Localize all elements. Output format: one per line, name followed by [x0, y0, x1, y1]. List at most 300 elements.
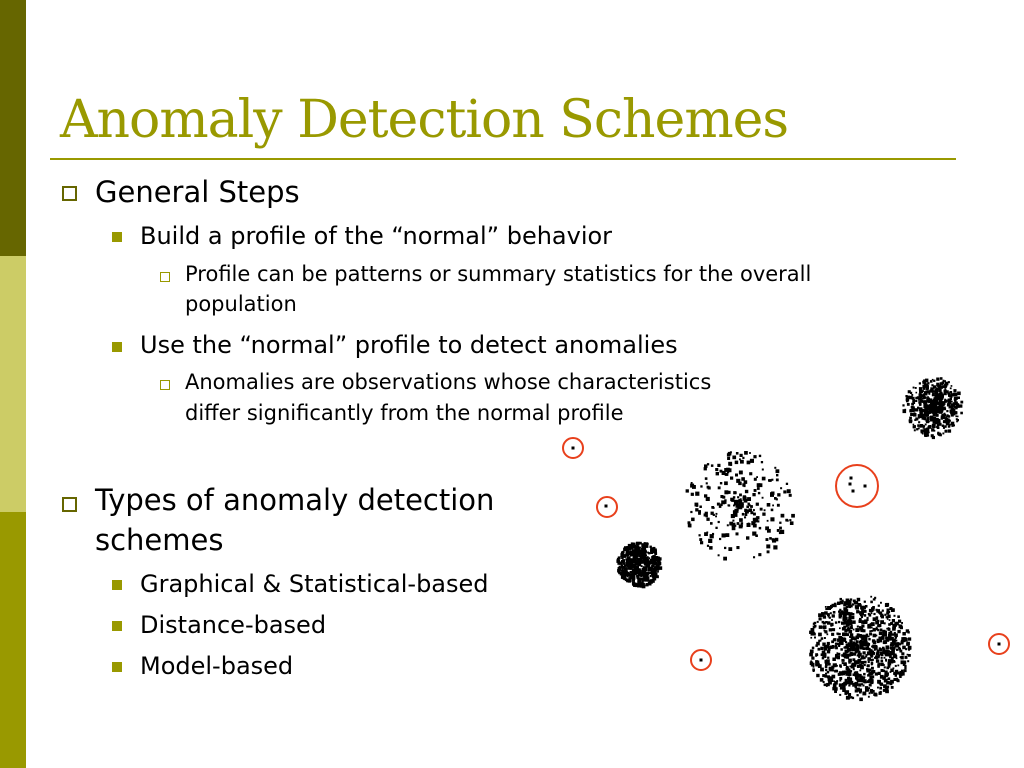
scatter-point	[908, 637, 911, 640]
scatter-point	[628, 566, 630, 568]
scatter-point	[895, 670, 898, 673]
scatter-point	[868, 679, 871, 682]
scatter-point	[732, 456, 736, 460]
scatter-point	[859, 698, 863, 702]
scatter-point	[833, 680, 835, 682]
scatter-point	[716, 513, 718, 515]
scatter-point	[884, 679, 888, 683]
scatter-point	[901, 660, 905, 664]
scatter-point	[866, 681, 868, 683]
scatter-point	[771, 492, 774, 495]
scatter-point	[900, 656, 902, 658]
scatter-point	[809, 631, 812, 634]
scatter-point	[861, 616, 863, 618]
scatter-point	[832, 646, 835, 649]
scatter-point	[743, 497, 747, 501]
scatter-point	[842, 662, 844, 664]
scatter-point	[722, 471, 726, 475]
scatter-point	[816, 642, 820, 646]
scatter-point	[779, 522, 781, 524]
scatter-point	[869, 633, 871, 635]
scatter-point	[835, 621, 837, 623]
scatter-point	[879, 648, 881, 650]
scatter-point	[849, 681, 851, 683]
scatter-point	[852, 603, 854, 605]
scatter-point	[892, 619, 895, 622]
scatter-point	[877, 620, 879, 622]
scatter-point	[740, 454, 743, 457]
scatter-point	[850, 633, 853, 636]
scatter-point	[848, 693, 851, 696]
scatter-point	[886, 628, 888, 630]
scatter-point	[844, 629, 847, 632]
scatter-point	[747, 523, 751, 527]
scatter-point	[951, 385, 953, 387]
scatter-point	[872, 645, 874, 647]
outlier-circle	[563, 438, 583, 458]
scatter-point	[868, 687, 870, 689]
scatter-point	[842, 633, 846, 637]
scatter-point	[843, 637, 846, 640]
cluster-dense-top-right	[902, 377, 963, 439]
scatter-point	[762, 513, 765, 516]
scatter-point	[887, 650, 889, 652]
scatter-point	[881, 669, 884, 672]
scatter-point	[731, 514, 735, 518]
scatter-point	[772, 538, 775, 541]
scatter-point	[899, 675, 902, 678]
scatter-point	[713, 507, 715, 509]
scatter-point	[890, 647, 893, 650]
scatter-point	[777, 493, 780, 496]
scatter-point	[723, 557, 727, 561]
scatter-point	[749, 452, 751, 454]
scatter-point	[732, 527, 736, 531]
scatter-point	[631, 568, 633, 570]
scatter-point	[736, 452, 739, 455]
scatter-point	[916, 392, 918, 394]
scatter-point	[944, 425, 947, 428]
scatter-point	[959, 404, 962, 407]
scatter-point	[705, 512, 708, 515]
scatter-point	[753, 513, 756, 516]
scatter-point	[919, 395, 921, 397]
scatter-point	[641, 565, 643, 567]
scatter-point	[850, 670, 852, 672]
scatter-point	[632, 572, 636, 576]
scatter-point	[908, 649, 910, 651]
scatter-point	[877, 625, 879, 627]
scatter-point	[789, 494, 792, 497]
scatter-point	[830, 612, 832, 614]
scatter-point	[911, 410, 913, 412]
scatter-point	[930, 404, 933, 407]
scatter-point	[907, 642, 910, 645]
scatter-point	[713, 514, 715, 516]
scatter-point	[741, 522, 744, 525]
scatter-point	[853, 652, 856, 655]
scatter-point	[766, 538, 769, 541]
scatter-point	[849, 614, 852, 617]
scatter-point	[734, 502, 738, 506]
scatter-point	[938, 385, 940, 387]
scatter-point	[818, 640, 820, 642]
scatter-point	[873, 598, 875, 600]
scatter-point	[643, 575, 645, 577]
scatter-point	[858, 683, 861, 686]
scatter-point	[960, 412, 963, 415]
scatter-point	[867, 624, 869, 626]
scatter-point	[624, 546, 626, 548]
scatter-point	[840, 601, 844, 605]
type-item-model: Model-based	[140, 652, 294, 680]
scatter-point	[826, 645, 829, 648]
scatter-point	[898, 620, 901, 623]
scatter-point	[744, 485, 746, 487]
scatter-point	[695, 508, 698, 511]
scatter-point	[754, 489, 757, 492]
scatter-point	[935, 409, 937, 411]
scatter-point	[817, 661, 820, 664]
scatter-point	[895, 640, 897, 642]
scatter-point	[717, 464, 720, 467]
scatter-point	[941, 384, 943, 386]
scatter-point	[923, 396, 926, 399]
scatter-point	[864, 643, 868, 647]
scatter-point	[928, 425, 932, 429]
scatter-point	[864, 661, 867, 664]
scatter-point	[850, 696, 852, 698]
scatter-point	[946, 390, 949, 393]
scatter-point	[933, 394, 935, 396]
scatter-point	[901, 622, 903, 624]
outlier-circle	[989, 634, 1009, 654]
scatter-point	[853, 673, 856, 676]
scatter-point	[828, 681, 831, 684]
scatter-point	[625, 555, 627, 557]
scatter-point	[758, 553, 761, 556]
scatter-point	[759, 527, 762, 530]
scatter-point	[915, 400, 917, 402]
scatter-point	[639, 542, 642, 545]
scatter-point	[958, 397, 961, 400]
scatter-point	[689, 525, 692, 528]
scatter-point	[919, 382, 921, 384]
scatter-point	[876, 635, 878, 637]
scatter-point	[718, 521, 720, 523]
scatter-point	[640, 573, 643, 576]
scatter-point	[930, 410, 932, 412]
scatter-point	[909, 417, 912, 420]
scatter-point	[927, 382, 929, 384]
scatter-point	[627, 576, 629, 578]
scatter-point	[869, 684, 872, 687]
scatter-point	[856, 673, 859, 676]
scatter-point	[843, 653, 847, 657]
scatter-point	[889, 619, 891, 621]
scatter-point	[649, 581, 651, 583]
scatter-point	[862, 676, 865, 679]
scatter-point	[838, 636, 842, 640]
scatter-point	[945, 400, 947, 402]
scatter-point	[880, 663, 883, 666]
scatter-point	[775, 539, 777, 541]
scatter-point	[777, 529, 780, 532]
scatter-point	[724, 547, 726, 549]
scatter-point	[911, 394, 913, 396]
scatter-point	[941, 401, 945, 405]
scatter-point	[791, 514, 795, 518]
scatter-point	[739, 471, 743, 475]
scatter-point	[897, 615, 900, 618]
scatter-point	[740, 504, 744, 508]
scatter-point	[830, 623, 833, 626]
scatter-point	[628, 577, 630, 579]
scatter-point	[657, 571, 659, 573]
step-build-profile: Build a profile of the “normal” behavior	[140, 222, 613, 250]
scatter-point	[645, 567, 647, 569]
scatter-point	[727, 471, 729, 473]
scatter-point	[856, 645, 858, 647]
scatter-point	[754, 478, 757, 481]
scatter-point	[955, 412, 957, 414]
scatter-point	[705, 477, 708, 480]
scatter-point	[859, 626, 861, 628]
scatter-point	[637, 560, 639, 562]
scatter-point	[821, 626, 823, 628]
scatter-point	[880, 629, 883, 632]
scatter-point	[737, 522, 740, 525]
scatter-point	[734, 492, 736, 494]
scatter-point	[854, 638, 857, 641]
scatter-point	[739, 494, 742, 497]
scatter-point	[772, 505, 774, 507]
scatter-point	[942, 381, 945, 384]
scatter-point	[758, 492, 760, 494]
scatter-point	[756, 503, 759, 506]
scatter-point	[843, 647, 845, 649]
scatter-point	[913, 424, 915, 426]
scatter-point	[704, 464, 708, 468]
scatter-point	[700, 541, 703, 544]
scatter-point	[764, 509, 766, 511]
scatter-point	[851, 637, 854, 640]
scatter-point	[934, 397, 936, 399]
scatter-point	[762, 497, 764, 499]
scatter-point	[859, 670, 861, 672]
scatter-point	[632, 578, 636, 582]
scatter-point	[904, 667, 906, 669]
scatter-point	[722, 496, 725, 499]
scatter-point	[925, 412, 927, 414]
scatter-point	[885, 659, 887, 661]
scatter-point	[957, 416, 959, 418]
scatter-point	[880, 675, 884, 679]
scatter-point	[832, 628, 835, 631]
scatter-point	[949, 391, 952, 394]
scatter-point	[890, 680, 894, 684]
cluster-dense-small-left	[616, 542, 662, 589]
scatter-point	[939, 388, 941, 390]
scatter-point	[699, 506, 702, 509]
scatter-point	[884, 676, 886, 678]
scatter-point	[921, 399, 923, 401]
scatter-point	[885, 603, 887, 605]
scatter-point	[848, 627, 850, 629]
scatter-point	[950, 405, 953, 408]
scatter-point	[718, 554, 720, 556]
scatter-point	[920, 397, 922, 399]
scatter-point	[885, 653, 889, 657]
scatter-point	[843, 626, 846, 629]
scatter-point	[902, 404, 904, 406]
scatter-point	[876, 659, 879, 662]
scatter-point	[732, 520, 734, 522]
scatter-point	[878, 654, 880, 656]
detail-profile-line2: population	[185, 292, 297, 316]
scatter-point	[707, 545, 709, 547]
scatter-point	[870, 596, 872, 598]
scatter-point	[757, 483, 761, 487]
scatter-point	[932, 424, 936, 428]
scatter-point	[955, 415, 957, 417]
scatter-point	[728, 504, 730, 506]
scatter-point	[868, 638, 870, 640]
scatter-point	[865, 637, 867, 639]
scatter-point	[706, 532, 708, 534]
scatter-point	[886, 612, 889, 615]
scatter-point	[746, 536, 749, 539]
scatter-point	[918, 427, 920, 429]
scatter-point	[742, 457, 744, 459]
scatter-point	[643, 547, 647, 551]
scatter-point	[839, 683, 843, 687]
scatter-point	[948, 399, 951, 402]
scatter-point	[757, 487, 760, 490]
scatter-point	[827, 606, 831, 610]
scatter-point	[655, 566, 659, 570]
scatter-point	[747, 461, 751, 465]
scatter-point	[858, 651, 860, 653]
scatter-point	[919, 403, 922, 406]
scatter-point	[900, 671, 903, 674]
scatter-point	[867, 664, 870, 667]
scatter-point	[951, 401, 953, 403]
scatter-point	[822, 657, 825, 660]
scatter-point	[699, 538, 702, 541]
scatter-point	[854, 661, 858, 665]
scatter-point	[717, 503, 720, 506]
scatter-point	[825, 669, 827, 671]
scatter-point	[868, 636, 870, 638]
scatter-point	[918, 421, 920, 423]
scatter-point	[835, 643, 837, 645]
scatter-point	[863, 651, 866, 654]
scatter-point	[774, 497, 777, 500]
scatter-point	[811, 657, 814, 660]
scatter-point	[936, 414, 939, 417]
scatter-point	[884, 657, 886, 659]
scatter-point	[891, 608, 895, 612]
scatter-point	[815, 653, 818, 656]
scatter-point	[825, 660, 829, 664]
scatter-point	[748, 504, 750, 506]
scatter-point	[945, 382, 949, 386]
scatter-point	[699, 534, 701, 536]
scatter-point	[705, 515, 708, 518]
scatter-point	[947, 419, 950, 422]
scatter-point	[903, 409, 905, 411]
scatter-point	[824, 684, 827, 687]
scatter-point	[736, 532, 739, 535]
scatter-point	[747, 499, 749, 501]
scatter-point	[821, 612, 824, 615]
scatter-point	[853, 629, 855, 631]
scatter-point	[762, 477, 766, 481]
scatter-point	[832, 687, 836, 691]
scatter-point	[856, 679, 858, 681]
scatter-point	[875, 672, 878, 675]
scatter-point	[618, 572, 620, 574]
scatter-point	[706, 482, 708, 484]
scatter-point	[862, 620, 866, 624]
scatter-point	[818, 648, 821, 651]
scatter-point	[856, 640, 859, 643]
scatter-point	[902, 646, 906, 650]
scatter-point	[835, 654, 838, 657]
scatter-point	[835, 645, 838, 648]
scatter-point	[690, 511, 692, 513]
scatter-point	[942, 407, 945, 410]
scatter-point	[728, 547, 732, 551]
scatter-point	[909, 420, 912, 423]
scatter-point	[736, 508, 739, 511]
scatter-point	[728, 462, 732, 466]
scatter-point	[623, 566, 626, 569]
scatter-point	[914, 429, 916, 431]
scatter-point	[845, 609, 849, 613]
scatter-point	[857, 626, 859, 628]
scatter-point	[895, 643, 899, 647]
scatter-point	[814, 622, 817, 625]
scatter-point	[954, 393, 957, 396]
scatter-point	[932, 379, 934, 381]
scatter-point	[890, 651, 892, 653]
scatter-point	[928, 421, 930, 423]
scatter-point	[911, 403, 914, 406]
scatter-point	[847, 600, 851, 604]
scatter-point	[862, 626, 864, 628]
scatter-point	[819, 617, 822, 620]
scatter-point	[856, 610, 859, 613]
scatter-point	[767, 503, 771, 507]
scatter-point	[761, 461, 763, 463]
scatter-point	[813, 669, 815, 671]
scatter-point	[716, 472, 719, 475]
scatter-point	[769, 479, 772, 482]
scatter-point	[860, 646, 863, 649]
scatter-point	[620, 553, 624, 557]
scatter-point	[879, 640, 882, 643]
scatter-point	[892, 639, 894, 641]
scatter-point	[950, 387, 952, 389]
scatter-point	[866, 619, 868, 621]
scatter-point	[779, 527, 782, 530]
scatter-point	[726, 533, 730, 537]
scatter-point	[710, 522, 713, 525]
scatter-point	[852, 613, 855, 616]
scatter-point	[831, 619, 833, 621]
